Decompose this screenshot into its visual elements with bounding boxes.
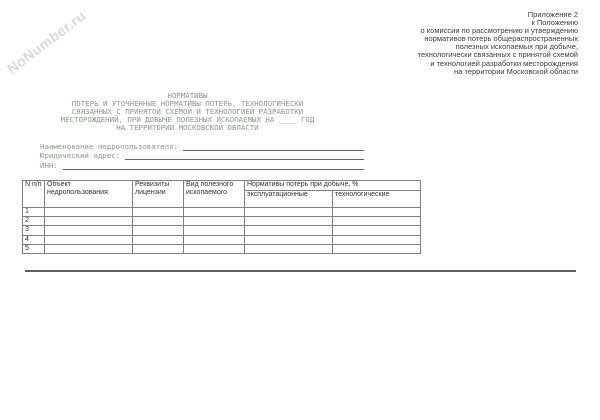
field-inn-label: ИНН: bbox=[40, 160, 58, 170]
field-inn bbox=[40, 160, 364, 170]
operational-loss-cell[interactable] bbox=[245, 226, 333, 235]
column-header-technological: технологические bbox=[333, 191, 421, 208]
mineral-type-cell[interactable] bbox=[184, 235, 245, 244]
column-header-operational: эксплуатационные bbox=[245, 191, 333, 208]
form-fields bbox=[40, 141, 364, 170]
license-cell[interactable] bbox=[133, 244, 184, 253]
object-cell[interactable] bbox=[45, 217, 133, 226]
column-header-license: Реквизиты лицензии bbox=[133, 181, 184, 208]
column-header-loss-standards-group: Нормативы потерь при добыче, % bbox=[245, 181, 421, 191]
mineral-type-cell[interactable] bbox=[184, 244, 245, 253]
technological-loss-cell[interactable] bbox=[333, 217, 421, 226]
field-subsoil-user-name bbox=[40, 141, 364, 151]
row-number-cell: 5 bbox=[23, 244, 45, 253]
document-title-line: СВЯЗАННЫХ С ПРИНЯТОЙ СХЕМОЙ И ТЕХНОЛОГИЕЙ РАЗРАБОТКИ bbox=[71, 107, 304, 116]
document-title-line: НОРМАТИВЫ bbox=[167, 91, 208, 100]
technological-loss-cell[interactable] bbox=[333, 244, 421, 253]
license-cell[interactable] bbox=[133, 208, 184, 217]
column-header-mineral-type: Вид полезного ископаемого bbox=[184, 181, 245, 208]
appendix-header-line: полезных ископаемых при добыче, bbox=[455, 42, 578, 52]
operational-loss-cell[interactable] bbox=[245, 217, 333, 226]
operational-loss-cell[interactable] bbox=[245, 244, 333, 253]
table-row bbox=[23, 217, 421, 226]
object-cell[interactable] bbox=[45, 235, 133, 244]
row-number-cell: 2 bbox=[23, 217, 45, 226]
column-header-object: Объект недропользования bbox=[45, 181, 133, 208]
row-number-cell: 1 bbox=[23, 208, 45, 217]
field-legal-address-input[interactable] bbox=[125, 152, 364, 160]
technological-loss-cell[interactable] bbox=[333, 226, 421, 235]
appendix-header-line: к Положению bbox=[531, 18, 578, 28]
mineral-type-cell[interactable] bbox=[184, 208, 245, 217]
operational-loss-cell[interactable] bbox=[245, 235, 333, 244]
license-cell[interactable] bbox=[133, 226, 184, 235]
operational-loss-cell[interactable] bbox=[245, 208, 333, 217]
appendix-header-line: о комиссии по рассмотрению и утверждению bbox=[420, 26, 578, 36]
appendix-header-line: и технологией разработки месторождения bbox=[430, 58, 578, 68]
license-cell[interactable] bbox=[133, 217, 184, 226]
table-row bbox=[23, 244, 421, 253]
appendix-header-line: на территории Московской области bbox=[454, 66, 578, 76]
row-number-cell: 4 bbox=[23, 235, 45, 244]
document-title-line: МЕСТОРОЖДЕНИЙ, ПРИ ДОБЫЧЕ ПОЛЕЗНЫХ ИСКОПАЕМЫХ НА ____ ГОД bbox=[60, 115, 315, 124]
loss-standards-table bbox=[22, 180, 421, 254]
mineral-type-cell[interactable] bbox=[184, 217, 245, 226]
row-number-cell: 3 bbox=[23, 226, 45, 235]
column-header-number: N п/п bbox=[23, 181, 45, 208]
object-cell[interactable] bbox=[45, 244, 133, 253]
page-divider-line bbox=[25, 270, 576, 272]
mineral-type-cell[interactable] bbox=[184, 226, 245, 235]
field-legal-address bbox=[40, 151, 364, 161]
technological-loss-cell[interactable] bbox=[333, 208, 421, 217]
table-row bbox=[23, 235, 421, 244]
field-subsoil-user-name-input[interactable] bbox=[183, 143, 364, 151]
field-inn-input[interactable] bbox=[63, 162, 364, 170]
appendix-header-line: нормативов потерь общераспространенных bbox=[424, 34, 578, 44]
watermark: NoNumber.ru bbox=[4, 7, 89, 77]
document-title bbox=[40, 92, 335, 132]
document-title-line: НА ТЕРРИТОРИИ МОСКОВСКОЙ ОБЛАСТИ bbox=[116, 123, 259, 132]
field-legal-address-label: Юридический адрес: bbox=[40, 151, 121, 160]
technological-loss-cell[interactable] bbox=[333, 235, 421, 244]
appendix-header bbox=[418, 11, 578, 76]
document-title-line: ПОТЕРЬ И УТОЧНЕННЫЕ НОРМАТИВЫ ПОТЕРЬ, ТЕХНОЛОГИЧЕСКИ bbox=[71, 99, 304, 108]
object-cell[interactable] bbox=[45, 226, 133, 235]
appendix-header-line: Приложение 2 bbox=[527, 10, 578, 19]
object-cell[interactable] bbox=[45, 208, 133, 217]
license-cell[interactable] bbox=[133, 235, 184, 244]
table-row bbox=[23, 208, 421, 217]
appendix-header-line: технологически связанных с принятой схемой bbox=[417, 50, 578, 60]
field-subsoil-user-name-label: Наименование недропользователя: bbox=[40, 141, 178, 151]
table-row bbox=[23, 226, 421, 235]
